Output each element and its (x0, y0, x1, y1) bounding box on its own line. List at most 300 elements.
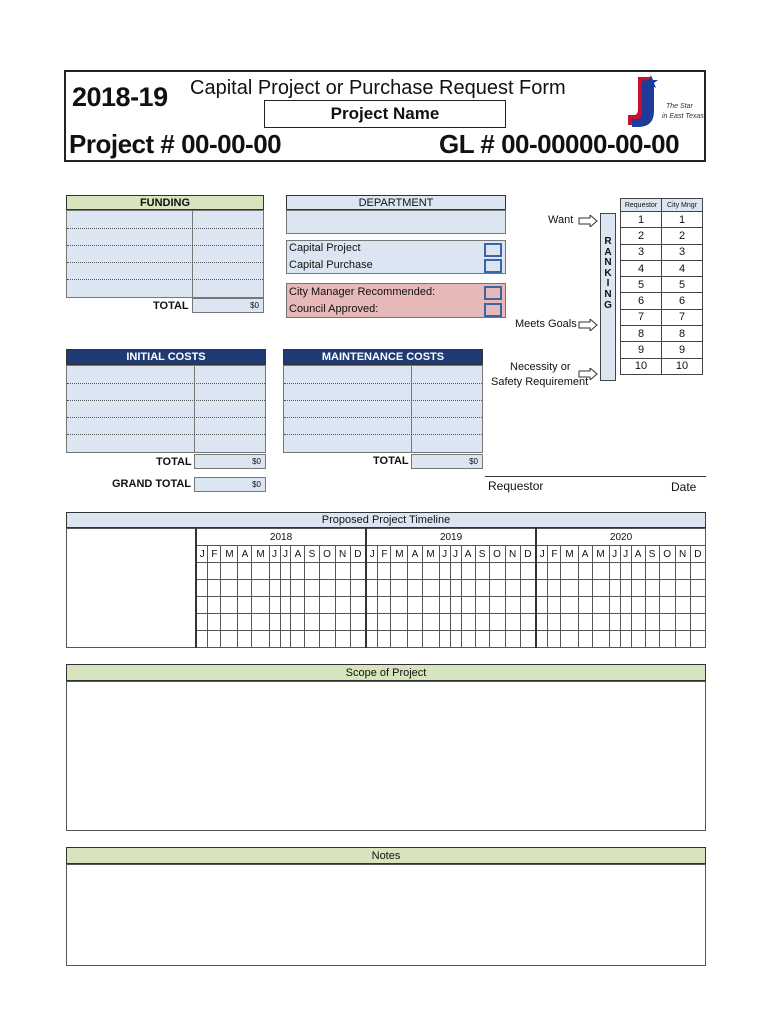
timeline-month: J (536, 546, 548, 563)
timeline-cell[interactable] (548, 580, 561, 597)
safety-requirement-label: Safety Requirement (491, 376, 589, 388)
timeline-cell[interactable] (675, 580, 690, 597)
timeline-cell[interactable] (391, 580, 408, 597)
ranking-row (621, 212, 703, 228)
maintenance-costs-title: MAINTENANCE COSTS (283, 349, 483, 365)
timeline-cell[interactable] (461, 597, 475, 614)
timeline-cell[interactable] (450, 614, 461, 631)
ranking-row (621, 228, 703, 244)
timeline-cell[interactable] (505, 614, 520, 631)
city-manager-checkbox[interactable] (484, 286, 502, 300)
timeline-cell[interactable] (505, 580, 520, 597)
council-checkbox[interactable] (484, 303, 502, 317)
timeline-cell[interactable] (645, 631, 659, 648)
timeline-row (196, 631, 706, 648)
notes-title: Notes (66, 847, 706, 864)
timeline-cell[interactable] (609, 580, 620, 597)
timeline-cell[interactable] (335, 563, 350, 580)
timeline-month: M (592, 546, 609, 563)
timeline-cell[interactable] (520, 597, 536, 614)
gl-number-value[interactable]: 00-00000-00-00 (501, 129, 680, 159)
timeline-cell[interactable] (252, 614, 269, 631)
capital-purchase-checkbox[interactable] (484, 259, 502, 273)
timeline-cell[interactable] (659, 631, 675, 648)
timeline-cell[interactable] (422, 580, 439, 597)
timeline-cell[interactable] (690, 631, 705, 648)
maintenance-costs-row[interactable] (284, 366, 482, 384)
ranking-letter: R (604, 236, 612, 247)
ranking-row (621, 260, 703, 276)
timeline-cell[interactable] (335, 597, 350, 614)
project-number-label: Project # (69, 129, 175, 159)
timeline-cell[interactable] (208, 614, 221, 631)
timeline-cell[interactable] (561, 631, 578, 648)
timeline-cell[interactable] (620, 631, 631, 648)
timeline-cell[interactable] (350, 614, 366, 631)
timeline-cell[interactable] (366, 563, 378, 580)
timeline-cell[interactable] (475, 563, 489, 580)
timeline-cell[interactable] (631, 597, 645, 614)
timeline-cell[interactable] (690, 580, 705, 597)
timeline-cell[interactable] (439, 614, 450, 631)
timeline-cell[interactable] (378, 631, 391, 648)
timeline-cell[interactable] (659, 563, 675, 580)
timeline-cell[interactable] (280, 563, 291, 580)
notes-text-area[interactable] (66, 864, 706, 966)
timeline-cell[interactable] (675, 631, 690, 648)
timeline-cell[interactable] (280, 580, 291, 597)
timeline-month: F (378, 546, 391, 563)
ranking-requestor-cell[interactable]: 7 (621, 309, 662, 325)
timeline-month: D (350, 546, 366, 563)
timeline-year: 2018 (196, 529, 366, 546)
ranking-row (621, 244, 703, 260)
timeline-cell[interactable] (422, 563, 439, 580)
timeline-cell[interactable] (561, 597, 578, 614)
timeline-month: O (319, 546, 335, 563)
initial-costs-row[interactable] (67, 366, 265, 384)
tagline-line-2: in East Texas (662, 113, 704, 120)
timeline-cell[interactable] (609, 563, 620, 580)
ranking-letter: N (604, 288, 612, 300)
timeline-month: J (450, 546, 461, 563)
timeline-cell[interactable] (631, 631, 645, 648)
capital-project-checkbox[interactable] (484, 243, 502, 257)
timeline-cell[interactable] (252, 563, 269, 580)
ranking-requestor-cell[interactable]: 6 (621, 293, 662, 309)
timeline-month: J (366, 546, 378, 563)
timeline-cell[interactable] (592, 563, 609, 580)
scope-text-area[interactable] (66, 681, 706, 831)
timeline-cell[interactable] (252, 631, 269, 648)
timeline-cell[interactable] (350, 631, 366, 648)
timeline-cell[interactable] (422, 597, 439, 614)
timeline-month: A (461, 546, 475, 563)
timeline-cell[interactable] (291, 614, 305, 631)
timeline-cell[interactable] (578, 631, 592, 648)
timeline-cell[interactable] (269, 614, 280, 631)
timeline-cell[interactable] (366, 631, 378, 648)
timeline-cell[interactable] (319, 597, 335, 614)
timeline-cell[interactable] (221, 631, 238, 648)
timeline-cell[interactable] (592, 631, 609, 648)
requestor-label: Requestor (488, 479, 544, 493)
tagline-line-1: The Star (666, 103, 693, 110)
ranking-city-mngr-cell[interactable]: 8 (662, 326, 703, 342)
timeline-cell[interactable] (645, 597, 659, 614)
ranking-bar (600, 213, 616, 381)
timeline-month: M (221, 546, 238, 563)
timeline-month: J (269, 546, 280, 563)
timeline-cell[interactable] (578, 580, 592, 597)
timeline-cell[interactable] (408, 563, 422, 580)
timeline-cell[interactable] (489, 631, 505, 648)
ranking-city-mngr-cell[interactable]: 9 (662, 342, 703, 358)
timeline-row (196, 563, 706, 580)
timeline-month: M (561, 546, 578, 563)
timeline-cell[interactable] (561, 580, 578, 597)
timeline-cell[interactable] (620, 614, 631, 631)
timeline-cell[interactable] (221, 563, 238, 580)
form-title: Capital Project or Purchase Request Form (190, 77, 566, 99)
timeline-cell[interactable] (520, 614, 536, 631)
timeline-cell[interactable] (659, 614, 675, 631)
maintenance-costs-row[interactable] (284, 418, 482, 435)
ranking-requestor-cell[interactable]: 9 (621, 342, 662, 358)
ranking-requestor-cell[interactable]: 10 (621, 358, 662, 374)
timeline-cell[interactable] (366, 597, 378, 614)
initial-costs-table[interactable] (66, 365, 266, 453)
timeline-cell[interactable] (305, 580, 319, 597)
timeline-cell[interactable] (280, 631, 291, 648)
timeline-cell[interactable] (196, 580, 208, 597)
timeline-cell[interactable] (408, 631, 422, 648)
timeline-cell[interactable] (461, 614, 475, 631)
timeline-cell[interactable] (439, 563, 450, 580)
timeline-cell[interactable] (475, 614, 489, 631)
timeline-row (196, 597, 706, 614)
timeline-cell[interactable] (548, 631, 561, 648)
timeline-cell[interactable] (391, 631, 408, 648)
funding-row[interactable] (67, 211, 263, 229)
maintenance-costs-row[interactable] (284, 384, 482, 401)
timeline-cell[interactable] (305, 631, 319, 648)
maintenance-costs-row[interactable] (284, 401, 482, 418)
timeline-cell[interactable] (378, 563, 391, 580)
timeline-cell[interactable] (366, 580, 378, 597)
timeline-cell[interactable] (690, 563, 705, 580)
fiscal-year: 2018-19 (72, 82, 168, 112)
timeline-cell[interactable] (208, 563, 221, 580)
timeline-cell[interactable] (536, 580, 548, 597)
timeline-cell[interactable] (291, 631, 305, 648)
city-logo-icon (624, 73, 664, 129)
timeline-cell[interactable] (609, 614, 620, 631)
ranking-requestor-cell[interactable]: 8 (621, 326, 662, 342)
timeline-cell[interactable] (269, 580, 280, 597)
timeline-cell[interactable] (645, 563, 659, 580)
timeline-cell[interactable] (505, 597, 520, 614)
timeline-cell[interactable] (238, 597, 252, 614)
timeline-month: F (208, 546, 221, 563)
timeline-month: J (609, 546, 620, 563)
timeline-month: J (439, 546, 450, 563)
timeline-cell[interactable] (408, 580, 422, 597)
timeline-cell[interactable] (366, 614, 378, 631)
council-label: Council Approved: (289, 303, 379, 315)
funding-row[interactable] (67, 263, 263, 280)
timeline-cell[interactable] (505, 631, 520, 648)
timeline-year: 2019 (366, 529, 536, 546)
timeline-cell[interactable] (439, 580, 450, 597)
timeline-cell[interactable] (461, 563, 475, 580)
timeline-grid[interactable] (195, 528, 706, 648)
timeline-cell[interactable] (675, 563, 690, 580)
timeline-cell[interactable] (561, 614, 578, 631)
timeline-cell[interactable] (450, 580, 461, 597)
timeline-cell[interactable] (592, 614, 609, 631)
timeline-cell[interactable] (319, 614, 335, 631)
timeline-cell[interactable] (319, 563, 335, 580)
logo-tagline (662, 102, 704, 122)
timeline-cell[interactable] (631, 614, 645, 631)
timeline-cell[interactable] (620, 580, 631, 597)
timeline-cell[interactable] (645, 614, 659, 631)
timeline-cell[interactable] (391, 597, 408, 614)
timeline-cell[interactable] (291, 563, 305, 580)
timeline-cell[interactable] (305, 614, 319, 631)
timeline-cell[interactable] (335, 631, 350, 648)
timeline-cell[interactable] (631, 563, 645, 580)
timeline-cell[interactable] (238, 614, 252, 631)
timeline-cell[interactable] (520, 580, 536, 597)
maintenance-costs-table[interactable] (283, 365, 483, 453)
timeline-cell[interactable] (238, 631, 252, 648)
timeline-cell[interactable] (408, 597, 422, 614)
timeline-cell[interactable] (520, 563, 536, 580)
timeline-cell[interactable] (461, 580, 475, 597)
timeline-cell[interactable] (505, 563, 520, 580)
timeline-cell[interactable] (305, 563, 319, 580)
timeline-cell[interactable] (439, 631, 450, 648)
timeline-cell[interactable] (536, 631, 548, 648)
timeline-cell[interactable] (609, 597, 620, 614)
timeline-month: O (659, 546, 675, 563)
timeline-cell[interactable] (561, 563, 578, 580)
ranking-letter: A (604, 246, 612, 258)
timeline-cell[interactable] (592, 580, 609, 597)
timeline-cell[interactable] (675, 614, 690, 631)
ranking-city-mngr-cell[interactable]: 6 (662, 293, 703, 309)
timeline-month: N (505, 546, 520, 563)
ranking-requestor-cell[interactable]: 3 (621, 244, 662, 260)
timeline-cell[interactable] (422, 614, 439, 631)
timeline-cell[interactable] (536, 597, 548, 614)
timeline-cell[interactable] (350, 597, 366, 614)
ranking-letter: G (604, 299, 612, 311)
approval-box (286, 283, 506, 318)
timeline-month: A (408, 546, 422, 563)
timeline-cell[interactable] (269, 597, 280, 614)
department-field[interactable] (286, 210, 506, 234)
timeline-cell[interactable] (196, 597, 208, 614)
funding-table[interactable] (66, 210, 264, 298)
timeline-cell[interactable] (631, 580, 645, 597)
want-label: Want (548, 214, 574, 226)
timeline-month: F (548, 546, 561, 563)
timeline-cell[interactable] (450, 597, 461, 614)
timeline-cell[interactable] (489, 580, 505, 597)
timeline-month: N (675, 546, 690, 563)
timeline-cell[interactable] (208, 580, 221, 597)
funding-title: FUNDING (66, 195, 264, 210)
timeline-month: S (475, 546, 489, 563)
timeline-cell[interactable] (475, 631, 489, 648)
timeline-cell[interactable] (378, 580, 391, 597)
timeline-cell[interactable] (252, 597, 269, 614)
ranking-city-mngr-cell[interactable]: 5 (662, 277, 703, 293)
timeline-cell[interactable] (620, 563, 631, 580)
timeline-cell[interactable] (208, 631, 221, 648)
timeline-cell[interactable] (196, 631, 208, 648)
date-label: Date (671, 480, 697, 494)
meets-goals-label: Meets Goals (515, 318, 577, 330)
timeline-cell[interactable] (620, 597, 631, 614)
timeline-cell[interactable] (536, 563, 548, 580)
timeline-cell[interactable] (645, 580, 659, 597)
timeline-cell[interactable] (221, 614, 238, 631)
timeline-cell[interactable] (335, 580, 350, 597)
timeline-cell[interactable] (548, 597, 561, 614)
initial-costs-row[interactable] (67, 401, 265, 418)
timeline-cell[interactable] (391, 563, 408, 580)
timeline-cell[interactable] (280, 614, 291, 631)
project-name-field[interactable]: Project Name (264, 100, 506, 128)
funding-row[interactable] (67, 246, 263, 263)
timeline-cell[interactable] (536, 614, 548, 631)
timeline-cell[interactable] (548, 614, 561, 631)
timeline-cell[interactable] (475, 597, 489, 614)
timeline-cell[interactable] (291, 580, 305, 597)
timeline-cell[interactable] (592, 597, 609, 614)
timeline-cell[interactable] (196, 563, 208, 580)
signature-line[interactable] (485, 476, 706, 477)
initial-costs-row[interactable] (67, 418, 265, 435)
timeline-cell[interactable] (609, 631, 620, 648)
timeline-row (196, 614, 706, 631)
timeline-cell[interactable] (461, 631, 475, 648)
timeline-cell[interactable] (422, 631, 439, 648)
timeline-cell[interactable] (489, 597, 505, 614)
timeline-cell[interactable] (450, 563, 461, 580)
city-manager-label: City Manager Recommended: (289, 286, 436, 298)
timeline-cell[interactable] (690, 614, 705, 631)
ranking-city-mngr-cell[interactable]: 2 (662, 228, 703, 244)
timeline-month: S (645, 546, 659, 563)
ranking-city-mngr-cell[interactable]: 3 (662, 244, 703, 260)
timeline-cell[interactable] (520, 631, 536, 648)
timeline-cell[interactable] (391, 614, 408, 631)
ranking-requestor-cell[interactable]: 4 (621, 260, 662, 276)
timeline-cell[interactable] (305, 597, 319, 614)
timeline-cell[interactable] (378, 597, 391, 614)
timeline-cell[interactable] (319, 580, 335, 597)
header-divider (66, 160, 704, 162)
project-number-value[interactable]: 00-00-00 (181, 129, 282, 159)
funding-total-label: TOTAL (153, 300, 189, 312)
timeline-cell[interactable] (335, 614, 350, 631)
ranking-letters (601, 214, 615, 311)
ranking-city-mngr-cell[interactable]: 10 (662, 358, 703, 374)
timeline-cell[interactable] (475, 580, 489, 597)
timeline-cell[interactable] (196, 614, 208, 631)
maintenance-costs-total-label: TOTAL (373, 455, 409, 467)
timeline-month: S (305, 546, 319, 563)
initial-costs-row[interactable] (67, 384, 265, 401)
funding-row[interactable] (67, 229, 263, 246)
gl-number-label: GL # (439, 129, 495, 159)
timeline-cell[interactable] (269, 563, 280, 580)
timeline-cell[interactable] (578, 597, 592, 614)
ranking-requestor-cell[interactable]: 2 (621, 228, 662, 244)
timeline-cell[interactable] (408, 614, 422, 631)
ranking-row (621, 309, 703, 325)
timeline-cell[interactable] (690, 597, 705, 614)
timeline-cell[interactable] (378, 614, 391, 631)
project-number (69, 129, 281, 160)
ranking-requestor-cell[interactable]: 5 (621, 277, 662, 293)
ranking-city-mngr-cell[interactable]: 7 (662, 309, 703, 325)
timeline-cell[interactable] (238, 580, 252, 597)
ranking-table (620, 198, 703, 375)
timeline-cell[interactable] (675, 597, 690, 614)
timeline-cell[interactable] (578, 563, 592, 580)
timeline-title: Proposed Project Timeline (66, 512, 706, 528)
timeline-cell[interactable] (548, 563, 561, 580)
timeline-cell[interactable] (450, 631, 461, 648)
timeline-cell[interactable] (578, 614, 592, 631)
timeline-cell[interactable] (238, 563, 252, 580)
grand-total-label: GRAND TOTAL (112, 478, 192, 490)
ranking-col-requestor: Requestor (621, 199, 662, 212)
ranking-requestor-cell[interactable]: 1 (621, 212, 662, 228)
ranking-city-mngr-cell[interactable]: 1 (662, 212, 703, 228)
timeline-cell[interactable] (269, 631, 280, 648)
timeline-cell[interactable] (350, 580, 366, 597)
timeline-cell[interactable] (280, 597, 291, 614)
timeline-cell[interactable] (291, 597, 305, 614)
scope-title: Scope of Project (66, 664, 706, 681)
timeline-cell[interactable] (319, 631, 335, 648)
timeline-row (196, 580, 706, 597)
timeline-month: D (520, 546, 536, 563)
ranking-letter: K (604, 267, 612, 279)
arrow-right-icon (578, 368, 598, 380)
timeline-cell[interactable] (221, 580, 238, 597)
ranking-city-mngr-cell[interactable]: 4 (662, 260, 703, 276)
timeline-cell[interactable] (208, 597, 221, 614)
ranking-row (621, 293, 703, 309)
timeline-cell[interactable] (659, 580, 675, 597)
timeline-cell[interactable] (221, 597, 238, 614)
timeline-cell[interactable] (252, 580, 269, 597)
timeline-cell[interactable] (350, 563, 366, 580)
timeline-cell[interactable] (659, 597, 675, 614)
timeline-cell[interactable] (489, 614, 505, 631)
timeline-cell[interactable] (489, 563, 505, 580)
project-type-box (286, 240, 506, 274)
timeline-cell[interactable] (439, 597, 450, 614)
